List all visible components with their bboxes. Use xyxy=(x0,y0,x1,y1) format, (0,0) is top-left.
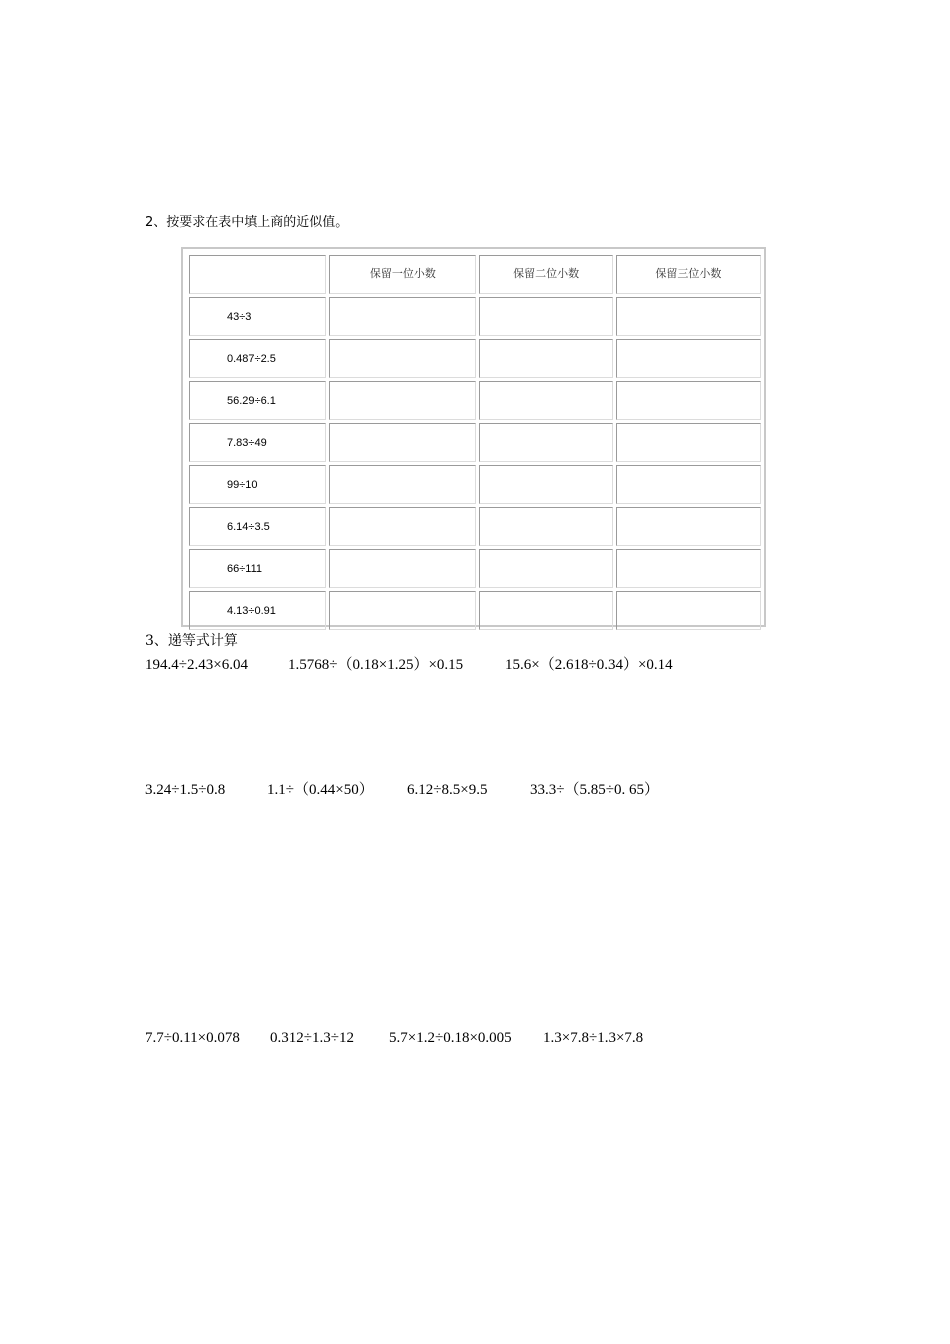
answer-cell-three-decimals[interactable] xyxy=(616,381,761,420)
row-expression: 43÷3 xyxy=(189,297,326,336)
calculation-expression: 194.4÷2.43×6.04 xyxy=(145,657,248,673)
table-header-row xyxy=(189,255,761,294)
row-expression: 6.14÷3.5 xyxy=(189,507,326,546)
header-cell-blank xyxy=(189,255,326,294)
row-expression: 0.487÷2.5 xyxy=(189,339,326,378)
answer-cell-two-decimals[interactable] xyxy=(479,339,612,378)
row-expression: 66÷111 xyxy=(189,549,326,588)
table-row xyxy=(189,549,761,588)
table-row xyxy=(189,423,761,462)
table-row xyxy=(189,465,761,504)
answer-cell-one-decimal[interactable] xyxy=(329,465,476,504)
answer-cell-two-decimals[interactable] xyxy=(479,549,612,588)
calculation-expression: 15.6×（2.618÷0.34）×0.14 xyxy=(505,657,673,673)
row-expression: 99÷10 xyxy=(189,465,326,504)
answer-cell-three-decimals[interactable] xyxy=(616,507,761,546)
answer-cell-three-decimals[interactable] xyxy=(616,465,761,504)
answer-cell-one-decimal[interactable] xyxy=(329,591,476,630)
answer-cell-one-decimal[interactable] xyxy=(329,507,476,546)
header-cell-three-decimals: 保留三位小数 xyxy=(616,255,761,294)
answer-cell-three-decimals[interactable] xyxy=(616,297,761,336)
calculation-expression: 33.3÷（5.85÷0. 65） xyxy=(530,782,659,798)
table-row xyxy=(189,381,761,420)
row-expression: 4.13÷0.91 xyxy=(189,591,326,630)
calculation-expression: 1.3×7.8÷1.3×7.8 xyxy=(543,1030,644,1046)
approximation-table xyxy=(186,252,764,633)
answer-cell-one-decimal[interactable] xyxy=(329,549,476,588)
answer-cell-three-decimals[interactable] xyxy=(616,339,761,378)
calculation-expression: 1.1÷（0.44×50） xyxy=(267,782,374,798)
answer-cell-three-decimals[interactable] xyxy=(616,591,761,630)
question-3-title: 3、递等式计算 xyxy=(145,633,238,649)
answer-cell-two-decimals[interactable] xyxy=(479,297,612,336)
table-row xyxy=(189,297,761,336)
calculation-expression: 7.7÷0.11×0.078 xyxy=(145,1030,240,1046)
approximation-table-frame xyxy=(181,247,766,627)
answer-cell-two-decimals[interactable] xyxy=(479,465,612,504)
table-row xyxy=(189,507,761,546)
answer-cell-two-decimals[interactable] xyxy=(479,423,612,462)
answer-cell-one-decimal[interactable] xyxy=(329,339,476,378)
answer-cell-three-decimals[interactable] xyxy=(616,549,761,588)
answer-cell-three-decimals[interactable] xyxy=(616,423,761,462)
calculation-expression: 6.12÷8.5×9.5 xyxy=(407,782,488,798)
table-row xyxy=(189,339,761,378)
row-expression: 56.29÷6.1 xyxy=(189,381,326,420)
row-expression: 7.83÷49 xyxy=(189,423,326,462)
answer-cell-two-decimals[interactable] xyxy=(479,381,612,420)
calculation-expression: 5.7×1.2÷0.18×0.005 xyxy=(389,1030,512,1046)
table-row xyxy=(189,591,761,630)
answer-cell-one-decimal[interactable] xyxy=(329,423,476,462)
header-cell-two-decimals: 保留二位小数 xyxy=(479,255,612,294)
calculation-expression: 1.5768÷（0.18×1.25）×0.15 xyxy=(288,657,464,673)
calculation-expression: 0.312÷1.3÷12 xyxy=(270,1030,354,1046)
header-cell-one-decimal: 保留一位小数 xyxy=(329,255,476,294)
answer-cell-two-decimals[interactable] xyxy=(479,507,612,546)
question-2-title: 2、按要求在表中填上商的近似值。 xyxy=(145,215,349,230)
calculation-expression: 3.24÷1.5÷0.8 xyxy=(145,782,226,798)
answer-cell-two-decimals[interactable] xyxy=(479,591,612,630)
answer-cell-one-decimal[interactable] xyxy=(329,297,476,336)
answer-cell-one-decimal[interactable] xyxy=(329,381,476,420)
